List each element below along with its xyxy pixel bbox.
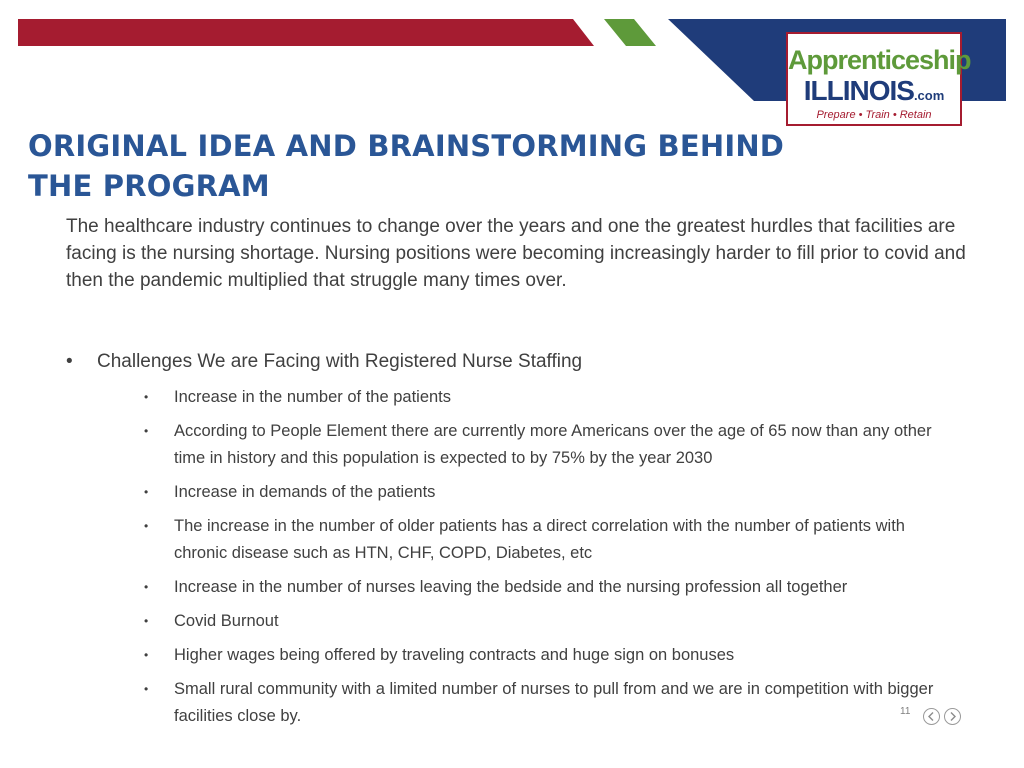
logo-dotcom-text: .com xyxy=(913,88,945,103)
bullet-marker: • xyxy=(144,682,149,696)
list-item-text: According to People Element there are currently more Americans over the age of 65 now than any other time in history and this population is expected to by 75% by the year 2030 xyxy=(174,422,932,467)
list-item-text: Covid Burnout xyxy=(174,612,279,630)
logo-illinois-text: ILLINOIS xyxy=(803,75,914,106)
logo-wordmark-illinois xyxy=(788,76,960,111)
logo-wordmark-apprenticeship: Apprenticeship xyxy=(788,45,971,75)
next-slide-button[interactable] xyxy=(944,708,961,725)
bullet-marker: • xyxy=(66,351,73,372)
bullet-marker: • xyxy=(144,424,149,438)
bullet-marker: • xyxy=(144,580,149,594)
list-item-text: Increase in demands of the patients xyxy=(174,483,436,501)
apprenticeship-illinois-logo xyxy=(786,32,971,126)
list-item xyxy=(144,574,944,608)
bullet-marker: • xyxy=(144,648,149,662)
chevron-left-icon xyxy=(924,709,939,724)
bullet-marker: • xyxy=(144,519,149,533)
previous-slide-button[interactable] xyxy=(923,708,940,725)
banner-green-stripe xyxy=(604,19,656,46)
list-item xyxy=(144,608,944,642)
list-item-text: Higher wages being offered by traveling contracts and huge sign on bonuses xyxy=(174,646,735,664)
list-item xyxy=(144,479,944,513)
banner-red-stripe xyxy=(18,19,594,46)
logo-tagline: Prepare • Train • Retain xyxy=(816,109,932,121)
list-item xyxy=(144,418,944,479)
list-item xyxy=(144,676,944,737)
page-number: 11 xyxy=(900,706,911,717)
slide-title: ORIGINAL IDEA AND BRAINSTORMING BEHIND THE PROGRAM xyxy=(28,129,785,203)
list-item-text: Increase in the number of the patients xyxy=(174,388,452,406)
bullet-marker: • xyxy=(144,614,149,628)
bullet-marker: • xyxy=(144,390,149,404)
challenges-list xyxy=(144,384,944,737)
list-item xyxy=(144,642,944,676)
list-item xyxy=(144,384,944,418)
intro-paragraph: The healthcare industry continues to change over the years and one the greatest hurdles that facilities are facing is the nursing shortage. Nursing positions were becoming increasingly harder to fill prior to covid and then the pandemic multiplied that struggle many times over. xyxy=(66,216,966,291)
list-item-text: Increase in the number of nurses leaving the bedside and the nursing profession all together xyxy=(174,578,848,596)
list-item-text: Small rural community with a limited number of nurses to pull from and we are in competition with bigger facilities close by. xyxy=(174,680,934,725)
chevron-right-icon xyxy=(945,709,960,724)
list-item xyxy=(144,513,944,574)
bullet-marker: • xyxy=(144,485,149,499)
main-bullet-text: Challenges We are Facing with Registered Nurse Staffing xyxy=(97,351,583,372)
list-item-text: The increase in the number of older patients has a direct correlation with the number of patients with chronic disease such as HTN, CHF, COPD, Diabetes, etc xyxy=(174,517,905,562)
